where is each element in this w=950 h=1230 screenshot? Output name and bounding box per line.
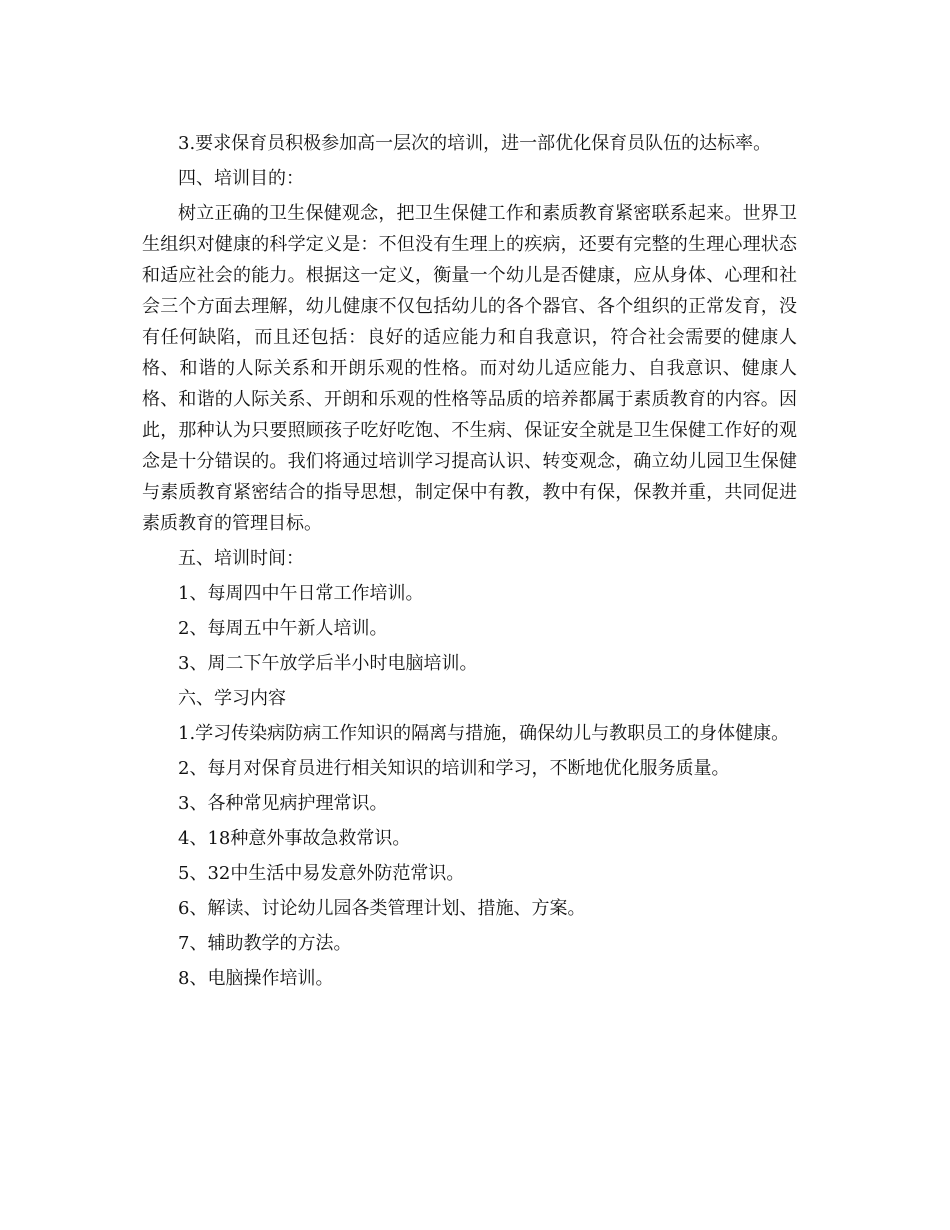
list-item-time-1: 1、每周四中午日常工作培训。 [178,583,424,604]
paragraph-training-purpose: 树立正确的卫生保健观念，把卫生保健工作和素质教育紧密联系起来。世界卫生组织对健康的科学定义是：不但没有生理上的疾病，还要有完整的生理心理状态和适应社会的能力。根据这一定义，衡量一个幼儿是否健康，应从身体、心理和社会三个方面去理解，幼儿健康不仅包括幼儿的各个器官、各个组织的正常发育，没有任何缺陷，而且还包括：良好的适应能力和自我意识，符合社会需要的健康人格、和谐的人际关系和开朗乐观的性格。而对幼儿适应能力、自我意识、健康人格、和谐的人际关系、开朗和乐观的性格等品质的培养都属于素质教育的内容。因此，那种认为只要照顾孩子吃好吃饱、不生病、保证安全就是卫生保健工作好的观念是十分错误的。我们将通过培训学习提高认识、转变观念，确立幼儿园卫生保健与素质教育紧密结合的指导思想，制定保中有教，教中有保，保教并重，共同促进素质教育的管理目标。 [142,203,797,534]
list-item-content-8: 8、电脑操作培训。 [178,968,334,989]
heading-learning-content: 六、学习内容 [178,688,286,709]
list-item-content-3: 3、各种常见病护理常识。 [178,793,388,814]
list-item-time-2: 2、每周五中午新人培训。 [178,618,388,639]
document-body [142,128,797,998]
paragraph-training-requirement-3: 3.要求保育员积极参加高一层次的培训，进一部优化保育员队伍的达标率。 [178,133,772,154]
heading-training-time: 五、培训时间： [178,548,304,569]
list-item-content-1: 1.学习传染病防病工作知识的隔离与措施，确保幼儿与教职员工的身体健康。 [178,723,790,744]
list-item-content-6: 6、解读、讨论幼儿园各类管理计划、措施、方案。 [178,898,586,919]
list-item-time-3: 3、周二下午放学后半小时电脑培训。 [178,653,478,674]
heading-training-purpose: 四、培训目的： [178,168,304,189]
list-item-content-7: 7、辅助教学的方法。 [178,933,352,954]
list-item-content-4: 4、18种意外事故急救常识。 [178,828,411,849]
list-item-content-2: 2、每月对保育员进行相关知识的培训和学习，不断地优化服务质量。 [178,758,730,779]
list-item-content-5: 5、32中生活中易发意外防范常识。 [178,863,465,884]
